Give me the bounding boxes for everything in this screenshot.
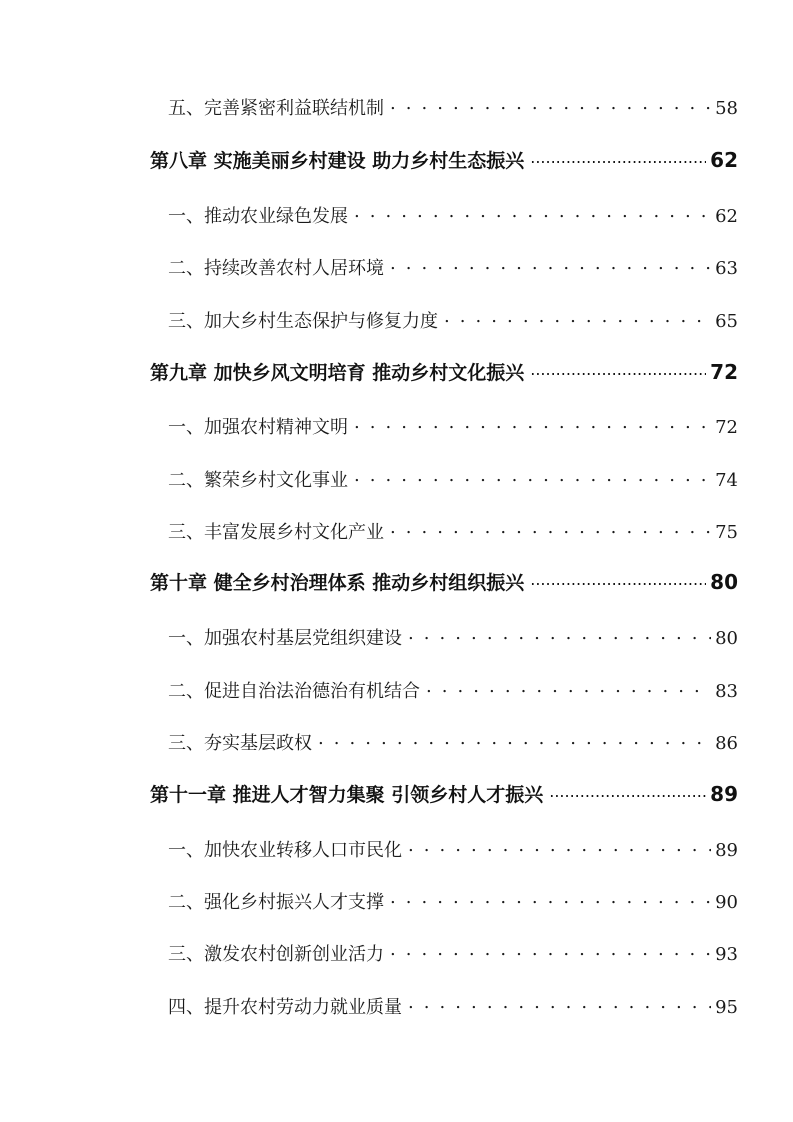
toc-page-number: 89 xyxy=(715,840,738,861)
toc-chapter-title: 第十章 健全乡村治理体系 推动乡村组织振兴 xyxy=(150,572,525,594)
toc-entry-title: 三、激发农村创新创业活力 xyxy=(168,944,384,965)
toc-entry-title: 二、强化乡村振兴人才支撑 xyxy=(168,892,384,913)
toc-page-number: 62 xyxy=(715,206,738,227)
toc-entry-section[interactable] xyxy=(168,624,738,650)
toc-entry-section[interactable] xyxy=(168,254,738,280)
toc-entry-section[interactable] xyxy=(168,993,738,1019)
toc-entry-section[interactable] xyxy=(168,466,738,492)
toc-page-number: 80 xyxy=(710,570,738,594)
toc-page-number: 63 xyxy=(715,258,738,279)
dot-leader xyxy=(408,993,711,1013)
toc-entry-title: 二、繁荣乡村文化事业 xyxy=(168,470,348,491)
toc-entry-chapter[interactable] xyxy=(150,358,738,385)
toc-page-number: 65 xyxy=(715,311,738,332)
toc-entry-title: 一、推动农业绿色发展 xyxy=(168,206,348,227)
toc-entry-title: 一、加强农村基层党组织建设 xyxy=(168,628,402,649)
dot-leader xyxy=(354,413,711,433)
dot-leader xyxy=(390,888,711,908)
toc-entry-section[interactable] xyxy=(168,940,738,966)
toc-page-number: 80 xyxy=(715,628,738,649)
dot-leader xyxy=(530,146,706,167)
toc-entry-section[interactable] xyxy=(168,729,738,755)
toc-page-number: 74 xyxy=(715,470,738,491)
toc-entry-section[interactable] xyxy=(168,307,738,333)
toc-page-number: 83 xyxy=(715,681,738,702)
toc-page-number: 72 xyxy=(710,360,738,384)
dot-leader xyxy=(390,254,711,274)
dot-leader xyxy=(390,94,711,114)
toc-chapter-title: 第八章 实施美丽乡村建设 助力乡村生态振兴 xyxy=(150,150,525,172)
toc-chapter-title: 第九章 加快乡风文明培育 推动乡村文化振兴 xyxy=(150,362,525,384)
dot-leader xyxy=(444,307,711,327)
toc-entry-section[interactable] xyxy=(168,836,738,862)
toc-entry-title: 一、加快农业转移人口市民化 xyxy=(168,840,402,861)
toc-entry-title: 一、加强农村精神文明 xyxy=(168,417,348,438)
dot-leader xyxy=(354,466,711,486)
toc-entry-section[interactable] xyxy=(168,413,738,439)
toc-entry-section[interactable] xyxy=(168,94,738,120)
toc-page-number: 93 xyxy=(715,944,738,965)
toc-page-number: 72 xyxy=(715,417,738,438)
toc-entry-title: 三、加大乡村生态保护与修复力度 xyxy=(168,311,438,332)
dot-leader xyxy=(549,780,706,801)
toc-entry-chapter[interactable] xyxy=(150,146,738,173)
toc-page-number: 95 xyxy=(715,997,738,1018)
dot-leader xyxy=(390,518,711,538)
toc-entry-chapter[interactable] xyxy=(150,780,738,807)
toc-entry-section[interactable] xyxy=(168,677,738,703)
dot-leader xyxy=(530,568,706,589)
dot-leader xyxy=(408,624,711,644)
toc-entry-title: 二、促进自治法治德治有机结合 xyxy=(168,681,420,702)
dot-leader xyxy=(354,202,711,222)
toc-entry-chapter[interactable] xyxy=(150,568,738,595)
toc-chapter-title: 第十一章 推进人才智力集聚 引领乡村人才振兴 xyxy=(150,784,544,806)
toc-entry-section[interactable] xyxy=(168,518,738,544)
toc-entry-section[interactable] xyxy=(168,888,738,914)
toc-page-number: 62 xyxy=(710,148,738,172)
toc-page-number: 90 xyxy=(715,892,738,913)
dot-leader xyxy=(408,836,711,856)
toc-entry-title: 三、夯实基层政权 xyxy=(168,733,312,754)
toc-entry-title: 二、持续改善农村人居环境 xyxy=(168,258,384,279)
dot-leader xyxy=(530,358,706,379)
toc-entry-title: 四、提升农村劳动力就业质量 xyxy=(168,997,402,1018)
toc-entry-section[interactable] xyxy=(168,202,738,228)
toc-page-number: 58 xyxy=(715,98,738,119)
toc-entry-title: 五、完善紧密利益联结机制 xyxy=(168,98,384,119)
toc-page-number: 89 xyxy=(710,782,738,806)
toc-page-number: 75 xyxy=(715,522,738,543)
toc-page-number: 86 xyxy=(715,733,738,754)
dot-leader xyxy=(426,677,711,697)
dot-leader xyxy=(318,729,711,749)
dot-leader xyxy=(390,940,711,960)
toc-entry-title: 三、丰富发展乡村文化产业 xyxy=(168,522,384,543)
